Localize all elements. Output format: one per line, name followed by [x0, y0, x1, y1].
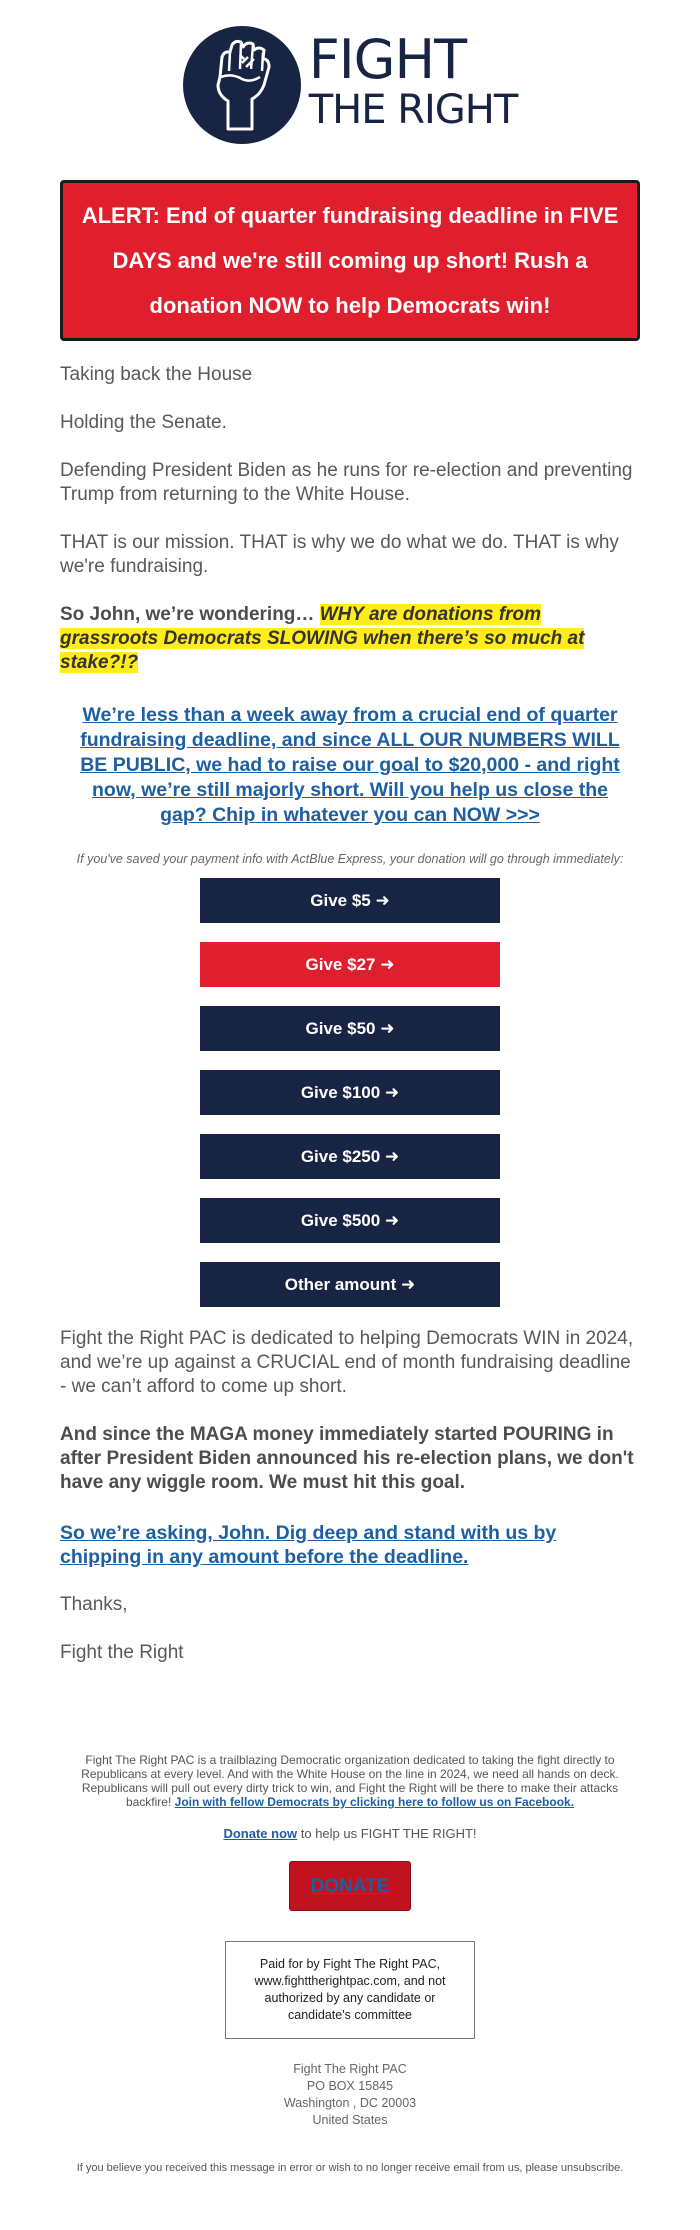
logo-wordmark [308, 28, 518, 135]
address-line-3: Washington , DC 20003 [283, 2096, 417, 2110]
dig-deep-donate-link[interactable]: So we’re asking, John. Dig deep and stand with us by chipping in any amount before the deadline. [60, 1522, 557, 1568]
paragraph-house: Taking back the House [60, 364, 253, 385]
actblue-express-note: If you've saved your payment info with ActBlue Express, your donation will go through immediately: [76, 852, 624, 866]
address-line-2: PO BOX 15845 [306, 2079, 394, 2093]
footer-about-text: Fight The Right PAC is a trailblazing Democratic organization dedicated to taking the fight directly to Republicans at every level. And with the White House on the line in 2024, we need all hands on deck. Republicans will pull out every dirty trick to win, and Fight the Right will be there to make their attacks backfire! [81, 1753, 619, 1809]
give-50-button[interactable]: Give $50 ➜ [200, 1006, 500, 1051]
fist-graphic [202, 39, 282, 131]
footer-about [60, 1753, 640, 1809]
paragraph-biden: Defending President Biden as he runs for re-election and preventing Trump from returning to the White House. [60, 460, 633, 505]
paragraph-mission: THAT is our mission. THAT is why we do what we do. THAT is why we're fundraising. [60, 532, 619, 577]
logo-line-1: FIGHT [308, 28, 467, 91]
paragraph-senate: Holding the Senate. [60, 412, 227, 433]
give-250-button[interactable]: Give $250 ➜ [200, 1134, 500, 1179]
unsubscribe-text[interactable]: If you believe you received this message in error or wish to no longer receive email from us, please unsubscribe. [76, 2162, 624, 2174]
wondering-lead: So John, we’re wondering… [60, 604, 320, 625]
highlighted-question: WHY are donations from grassroots Democrats SLOWING when there’s so much at stake?!? [60, 604, 585, 673]
facebook-follow-link[interactable]: Join with fellow Democrats by clicking here to follow us on Facebook. [174, 1795, 575, 1809]
thanks-text: Thanks, [60, 1594, 128, 1615]
paragraph-maga-money: And since the MAGA money immediately started POURING in after President Biden announced his re-election plans, we don't have any wiggle room. We must hit this goal. [60, 1424, 634, 1493]
fight-the-right-logo [60, 0, 640, 148]
address-line-1: Fight The Right PAC [293, 2062, 407, 2076]
paid-for-disclaimer: Paid for by Fight The Right PAC, www.fighttherightpac.com, and not authorized by any candidate or candidate's committee [225, 1941, 475, 2039]
signoff-text: Fight the Right [60, 1642, 184, 1663]
mailing-address [60, 2061, 640, 2129]
give-27-button[interactable]: Give $27 ➜ [200, 942, 500, 987]
give-500-button[interactable]: Give $500 ➜ [200, 1198, 500, 1243]
raised-fist-icon [183, 26, 301, 144]
alert-text: ALERT: End of quarter fundraising deadline in FIVE DAYS and we're still coming up short! Rush a donation NOW to help Democrats win! [81, 203, 619, 318]
address-line-4: United States [312, 2113, 388, 2127]
donate-button[interactable]: DONATE [289, 1861, 411, 1911]
donation-buttons [60, 878, 640, 1307]
donate-now-link[interactable]: Donate now [223, 1826, 298, 1841]
paragraph-wondering [60, 603, 640, 675]
footer [60, 1753, 640, 2175]
alert-banner [60, 180, 640, 341]
deadline-donate-link[interactable]: We’re less than a week away from a crucial end of quarter fundraising deadline, and since ALL OUR NUMBERS WILL BE PUBLIC, we had to raise our goal to $20,000 - and right now, we’re still majorly short. Will you help us close the gap? Chip in whatever you can NOW >>> [80, 704, 620, 826]
give-100-button[interactable]: Give $100 ➜ [200, 1070, 500, 1115]
give-5-button[interactable]: Give $5 ➜ [200, 878, 500, 923]
donate-now-line [60, 1827, 640, 1841]
donate-now-rest: to help us FIGHT THE RIGHT! [297, 1826, 477, 1841]
paragraph-pac-dedicated: Fight the Right PAC is dedicated to helping Democrats WIN in 2024, and we’re up against a CRUCIAL end of month fundraising deadline - we can’t afford to come up short. [60, 1328, 634, 1397]
email-content [60, 0, 640, 1665]
other-amount-button[interactable]: Other amount ➜ [200, 1262, 500, 1307]
logo-line-2: THE RIGHT [308, 87, 518, 133]
